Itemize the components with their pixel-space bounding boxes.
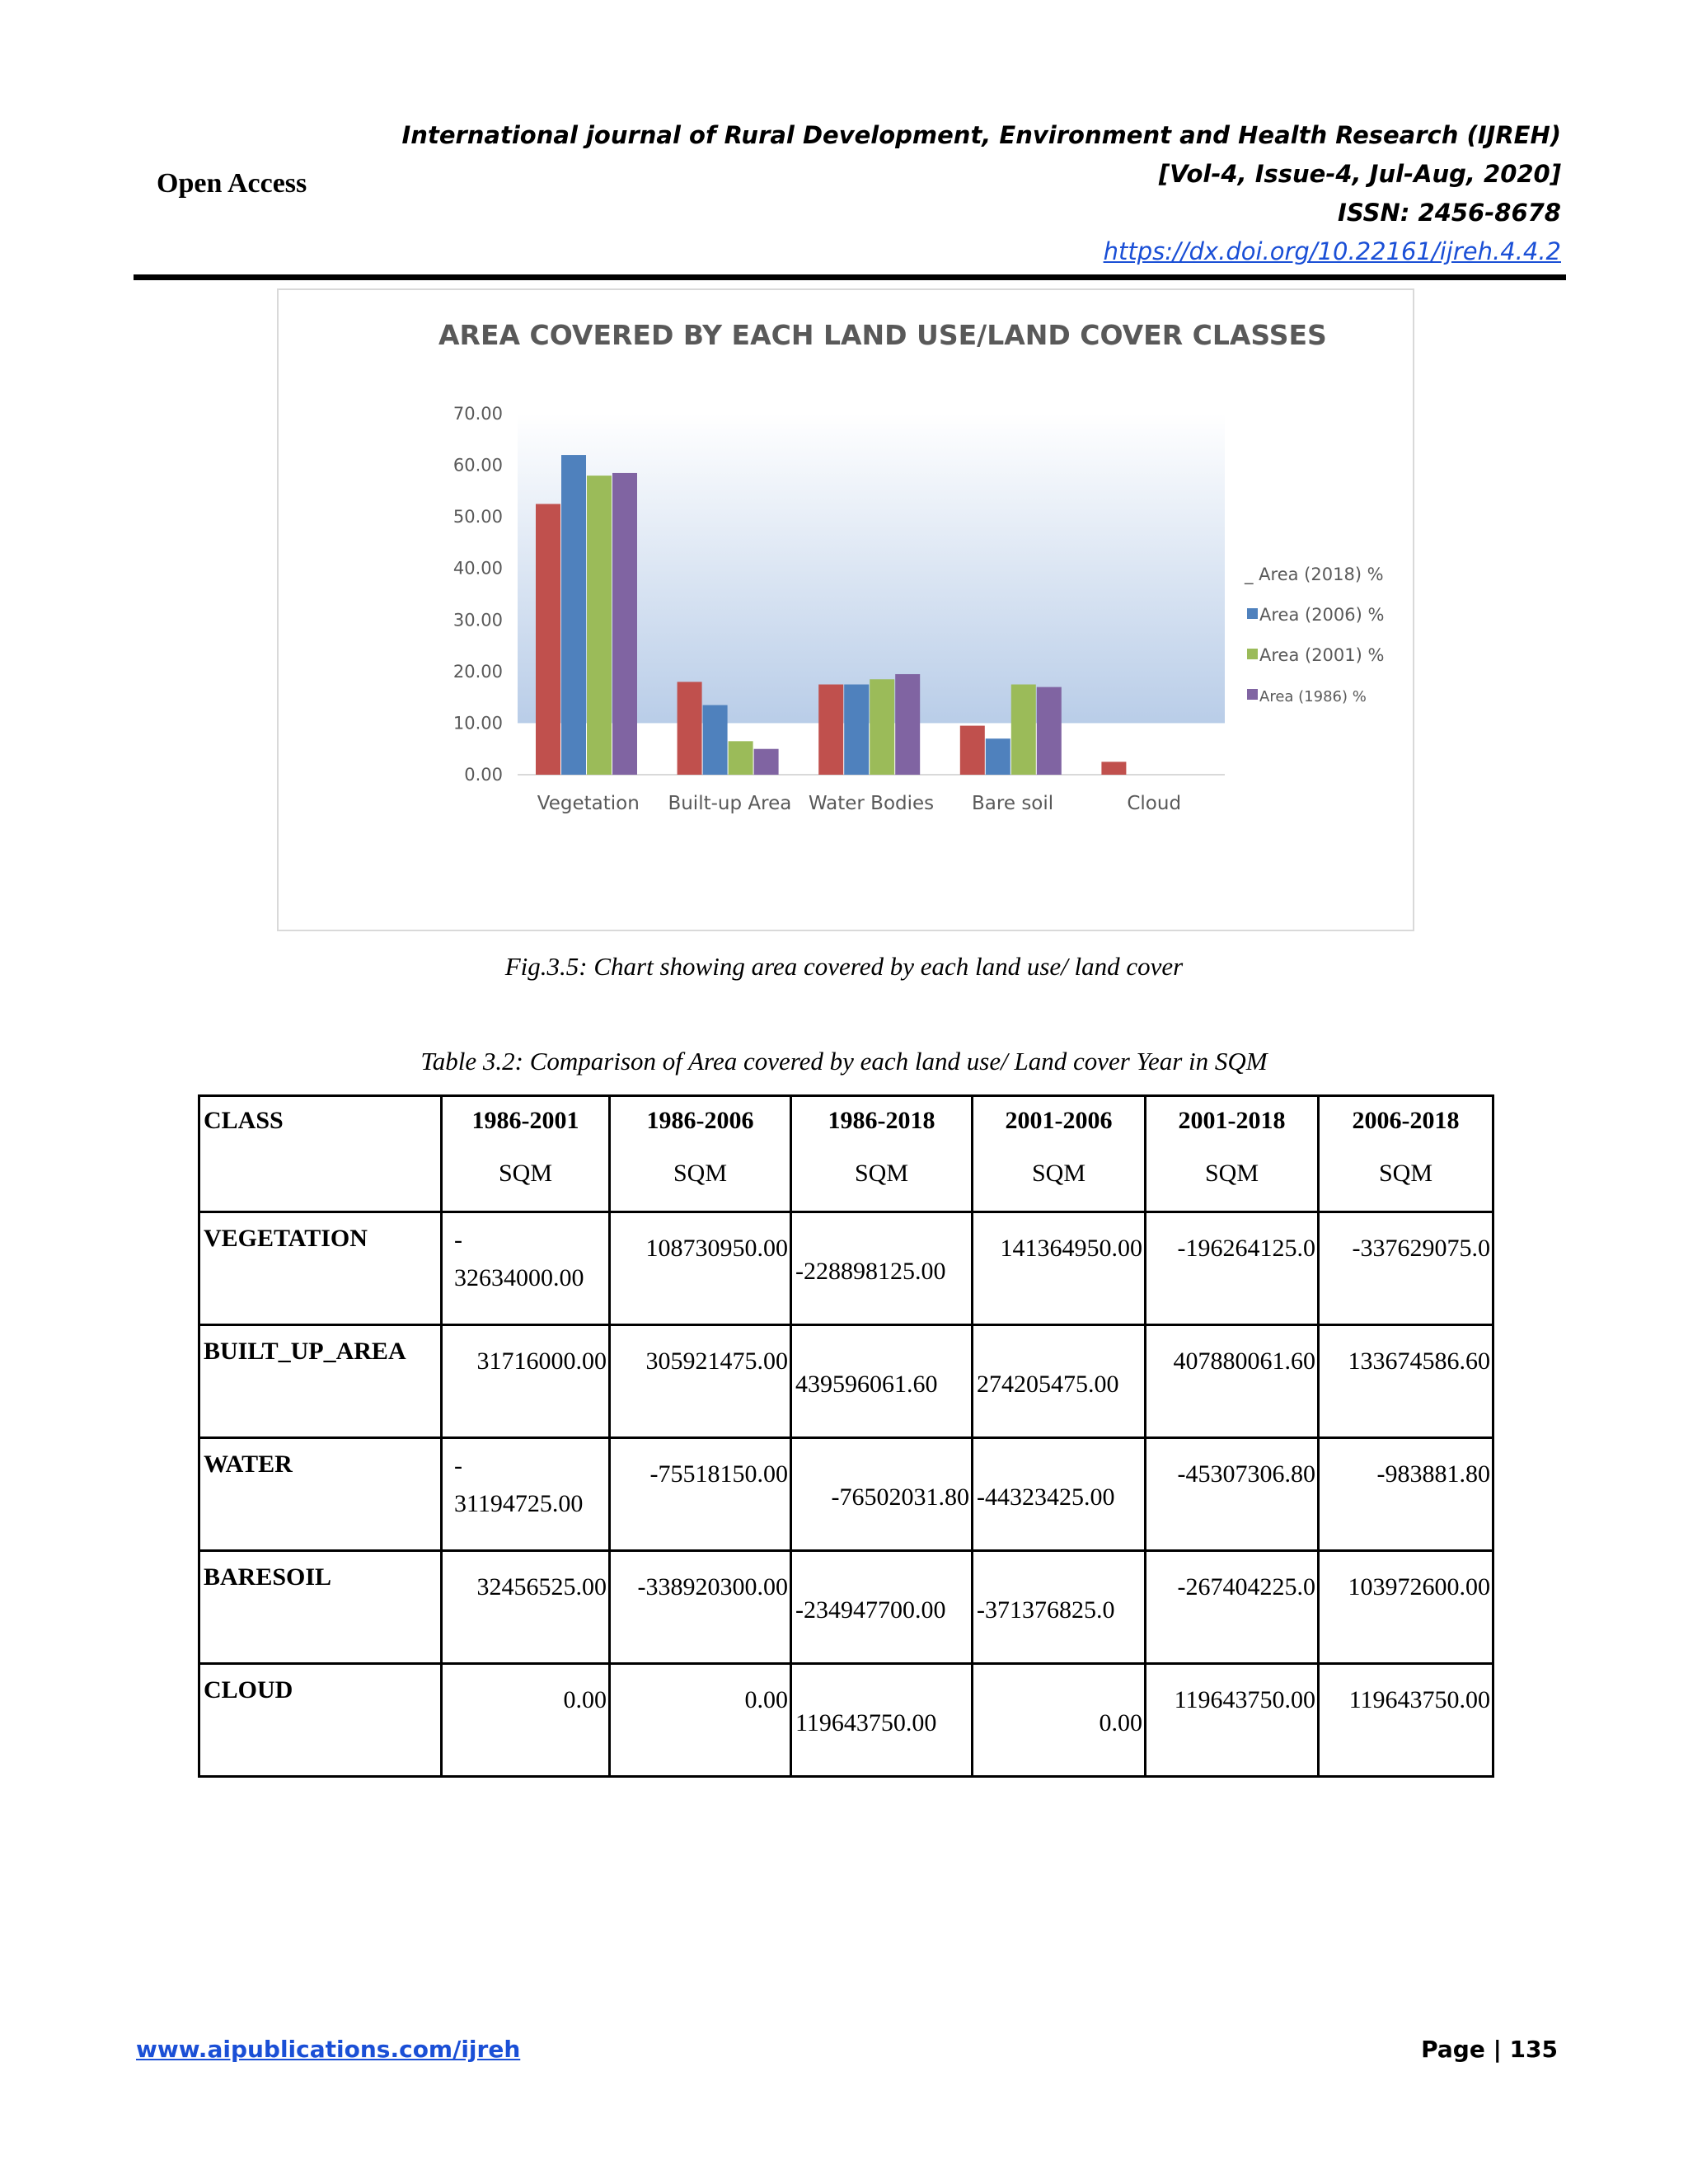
table-cell (1319, 1212, 1493, 1325)
cell-value: -371376825.0 (977, 1596, 1115, 1624)
table-cell (1319, 1551, 1493, 1664)
table-cell (1319, 1438, 1493, 1551)
y-tick-label: 30.00 (452, 610, 503, 630)
table-cell (1146, 1325, 1319, 1438)
bar-bare-soil-series-3 (1037, 687, 1062, 775)
row-label: BUILT_UP_AREA (199, 1325, 442, 1438)
table-header-cell: 1986-2018 SQM (791, 1096, 973, 1212)
page-number: Page | 135 (1421, 2036, 1558, 2063)
x-category-label: Bare soil (972, 793, 1054, 814)
table-cell (1319, 1325, 1493, 1438)
legend-label: Area (2001) % (1259, 645, 1385, 665)
table-cell (791, 1438, 973, 1551)
table-row (199, 1664, 1493, 1777)
legend-label: _ Area (2018) % (1245, 565, 1384, 584)
table-cell (1146, 1551, 1319, 1664)
journal-volume: [Vol-4, Issue-4, Jul-Aug, 2020] (1158, 160, 1561, 188)
cell-value: -44323425.00 (977, 1483, 1115, 1511)
table-cell (610, 1551, 791, 1664)
bar-bare-soil-series-1 (986, 738, 1010, 775)
y-tick-label: 60.00 (452, 455, 503, 476)
table-header-row (199, 1096, 1493, 1212)
legend-label: Area (2006) % (1259, 605, 1385, 625)
cell-value-line2: 32634000.00 (454, 1264, 584, 1291)
cell-value: 119643750.00 (795, 1709, 937, 1736)
bar-water-bodies-series-2 (870, 679, 894, 775)
table-row (199, 1551, 1493, 1664)
chart-frame (277, 288, 1414, 931)
table-cell (1319, 1664, 1493, 1777)
row-label: VEGETATION (199, 1212, 442, 1325)
table-cell (610, 1664, 791, 1777)
table-cell (973, 1212, 1146, 1325)
table-cell (442, 1551, 610, 1664)
cell-value: -234947700.00 (795, 1596, 946, 1624)
table-cell (791, 1325, 973, 1438)
table-cell (442, 1212, 610, 1325)
table-cell (973, 1664, 1146, 1777)
table-row (199, 1325, 1493, 1438)
y-tick-label: 20.00 (452, 661, 503, 682)
cell-value: 407880061.60 (1173, 1347, 1315, 1375)
table-row (199, 1438, 1493, 1551)
y-tick-label: 40.00 (452, 558, 503, 579)
table-header-cell: 2006-2018 SQM (1319, 1096, 1493, 1212)
table-cell (973, 1551, 1146, 1664)
bar-built-up-area-series-0 (678, 682, 702, 775)
row-label: CLOUD (199, 1664, 442, 1777)
bar-water-bodies-series-3 (895, 674, 920, 775)
cell-value: 119643750.00 (1174, 1686, 1315, 1713)
bar-water-bodies-series-1 (844, 685, 869, 776)
table-cell (1146, 1664, 1319, 1777)
x-category-label: Water Bodies (808, 793, 935, 814)
table-cell (1146, 1438, 1319, 1551)
table-cell (610, 1438, 791, 1551)
bar-vegetation-series-3 (612, 473, 637, 775)
comparison-table (198, 1094, 1494, 1778)
x-category-label: Built-up Area (668, 793, 792, 814)
cell-value: 141364950.00 (1000, 1235, 1142, 1262)
cell-value: -76502031.80 (831, 1483, 969, 1511)
y-tick-label: 70.00 (452, 404, 503, 424)
cell-value-line1: - (454, 1452, 462, 1479)
cell-value: -196264125.0 (1177, 1235, 1315, 1262)
table-header-cell: CLASS (199, 1096, 442, 1212)
cell-value: 32456525.00 (476, 1573, 607, 1601)
table-cell (791, 1664, 973, 1777)
cell-value: -983881.80 (1376, 1460, 1490, 1488)
bar-cloud-series-0 (1101, 762, 1126, 775)
table-header-cell: 1986-2006 SQM (610, 1096, 791, 1212)
x-category-label: Cloud (1127, 793, 1182, 814)
table-cell (973, 1438, 1146, 1551)
bar-built-up-area-series-2 (729, 741, 753, 775)
doi-link[interactable]: https://dx.doi.org/10.22161/ijreh.4.4.2 (1103, 237, 1561, 265)
cell-value: 305921475.00 (645, 1347, 788, 1375)
cell-value: 0.00 (563, 1686, 607, 1713)
legend-label: Area (1986) % (1259, 688, 1367, 705)
table-caption: Table 3.2: Comparison of Area covered by each land use/ Land cover Year in SQM (420, 1047, 1268, 1076)
cell-value: -337629075.0 (1352, 1235, 1490, 1262)
bar-built-up-area-series-1 (703, 705, 728, 775)
y-tick-label: 10.00 (452, 713, 503, 733)
cell-value: 439596061.60 (795, 1371, 938, 1398)
chart-title: AREA COVERED BY EACH LAND USE/LAND COVER CLASSES (438, 319, 1327, 351)
bar-chart (279, 290, 1416, 933)
cell-value-line1: - (454, 1226, 462, 1254)
open-access-label: Open Access (157, 168, 307, 199)
cell-value: 0.00 (744, 1686, 788, 1713)
bar-water-bodies-series-0 (818, 685, 843, 776)
table-cell (791, 1212, 973, 1325)
bar-built-up-area-series-3 (754, 749, 779, 775)
cell-value-line2: 31194725.00 (454, 1490, 584, 1517)
cell-value: -267404225.0 (1177, 1573, 1315, 1601)
cell-value: 0.00 (1099, 1709, 1142, 1736)
cell-value (454, 1221, 584, 1297)
bar-vegetation-series-0 (536, 504, 560, 776)
cell-value: 108730950.00 (645, 1235, 788, 1262)
table-cell (791, 1551, 973, 1664)
bar-bare-soil-series-0 (960, 726, 985, 775)
table-cell (442, 1325, 610, 1438)
journal-issn: ISSN: 2456-8678 (1338, 199, 1561, 227)
cell-value: 133674586.60 (1348, 1347, 1490, 1375)
table-cell (610, 1212, 791, 1325)
cell-value: -45307306.80 (1177, 1460, 1315, 1488)
cell-value: 274205475.00 (977, 1371, 1119, 1398)
cell-value: -75518150.00 (649, 1460, 788, 1488)
cell-value: -338920300.00 (637, 1573, 788, 1601)
table-header-cell: 2001-2006 SQM (973, 1096, 1146, 1212)
legend-swatch (1247, 608, 1258, 619)
row-label: WATER (199, 1438, 442, 1551)
cell-value: 103972600.00 (1348, 1573, 1490, 1601)
journal-title: International journal of Rural Development, Environment and Health Research (IJREH) (401, 121, 1561, 149)
x-category-label: Vegetation (537, 793, 640, 814)
figure-caption: Fig.3.5: Chart showing area covered by each land use/ land cover (504, 952, 1184, 981)
table-cell (442, 1438, 610, 1551)
y-tick-label: 50.00 (452, 507, 503, 527)
table-cell (973, 1325, 1146, 1438)
bar-vegetation-series-2 (587, 476, 612, 775)
table-header-cell: 2001-2018 SQM (1146, 1096, 1319, 1212)
bar-vegetation-series-1 (561, 455, 586, 775)
cell-value: 119643750.00 (1348, 1686, 1490, 1713)
table-cell (1146, 1212, 1319, 1325)
legend-swatch (1247, 649, 1258, 659)
table-cell (442, 1664, 610, 1777)
cell-value: 31716000.00 (476, 1347, 607, 1375)
footer-website-link[interactable]: www.aipublications.com/ijreh (136, 2036, 521, 2063)
table-header-cell: 1986-2001 SQM (442, 1096, 610, 1212)
y-tick-label: 0.00 (464, 765, 503, 785)
cell-value: -228898125.00 (795, 1258, 946, 1285)
header-rule (134, 274, 1566, 280)
table-cell (610, 1325, 791, 1438)
legend-swatch (1247, 689, 1258, 700)
table-row (199, 1212, 1493, 1325)
cell-value (454, 1447, 583, 1523)
row-label: BARESOIL (199, 1551, 442, 1664)
bar-bare-soil-series-2 (1011, 685, 1036, 776)
